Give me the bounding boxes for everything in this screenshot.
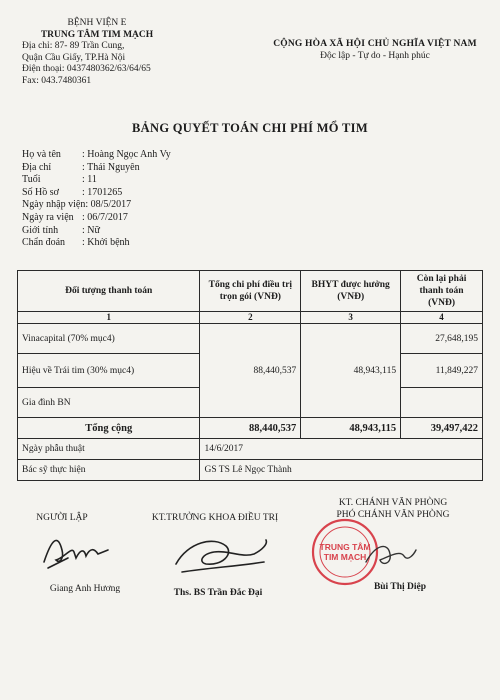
payer-cell: Hiệu về Trái tim (30% mục4) [18,354,200,388]
remaining-cell: 27,648,195 [401,324,483,354]
patient-row [22,199,171,212]
field-label: Họ và tên [22,149,61,160]
field-label: Ngày nhập viện: 08/5/2017 [22,199,132,211]
field-label: Chẩn đoán [22,237,66,249]
payer-cell: Gia đình BN [18,388,200,418]
table-header-row [18,271,483,312]
center-name: TRUNG TÂM TIM MẠCH [40,29,154,40]
total-row [18,418,483,439]
preparer-title: NGƯỜI LẬP [36,513,88,523]
patient-row [22,162,171,175]
column-number: 3 [301,312,401,324]
column-number-row [18,312,483,324]
total-label: Tổng cộng [18,418,200,439]
nation-motto: Độc lập - Tự do - Hạnh phúc [320,51,430,61]
department-head-title: KT.TRƯỞNG KHOA ĐIỀU TRỊ [151,513,279,523]
office-signature [360,534,420,574]
field-label: Địa chỉ [22,161,52,173]
surgery-date-row [18,439,483,460]
remaining-cell [401,388,483,418]
total-cost-cell: 88,440,537 [200,324,301,418]
insurance-cell: 48,943,115 [301,324,401,418]
field-value: : Nữ [82,224,100,236]
patient-row [22,149,171,162]
patient-row [22,212,171,225]
total-cost-sum: 88,440,537 [200,418,301,439]
doctor-value: GS TS Lê Ngọc Thành [200,460,483,481]
office-signer-name: Bùi Thị Diệp [373,582,427,592]
office-title-1: KT. CHÁNH VĂN PHÒNG [338,498,448,508]
header-insurance: BHYT được hưởng (VNĐ) [301,271,401,312]
payer-cell: Vinacapital (70% mục4) [18,324,200,354]
header-total-cost: Tổng chi phí điều trị trọn gói (VNĐ) [200,271,301,312]
patient-row [22,225,171,238]
seal-text-line1: TRUNG TÂM [319,542,371,552]
fax: Fax: 043.7480361 [22,75,92,86]
preparer-signature [38,528,126,572]
settlement-table [17,270,483,481]
column-number: 1 [18,312,200,324]
department-head-name: Ths. BS Trần Đắc Đại [173,588,263,598]
hospital-name: BỆNH VIỆN E [67,18,127,28]
patient-row [22,174,171,187]
field-label: Số Hồ sơ [22,186,59,198]
surgery-date-label: Ngày phẫu thuật [18,439,200,460]
insurance-sum: 48,943,115 [301,418,401,439]
header-payer: Đối tượng thanh toán [18,271,200,312]
field-value: : 11 [82,174,97,186]
address-line-1: Địa chỉ: 87- 89 Trần Cung, [22,41,125,52]
column-number: 4 [401,312,483,324]
nation-name: CỘNG HÒA XÃ HỘI CHỦ NGHĨA VIỆT NAM [273,39,477,49]
field-value: : 06/7/2017 [82,211,128,223]
field-value: : Hoàng Ngọc Anh Vy [82,149,171,160]
phone: Điện thoại: 0437480362/63/64/65 [22,64,151,75]
doctor-label: Bác sỹ thực hiện [18,460,200,481]
field-value: : Thái Nguyên [82,161,140,173]
office-title-2: PHÓ CHÁNH VĂN PHÒNG [336,510,450,520]
remaining-sum: 39,497,422 [401,418,483,439]
hospital-header [22,18,172,88]
table-row [18,324,483,354]
column-number: 2 [200,312,301,324]
patient-info [22,149,171,250]
department-head-signature [168,528,276,580]
header-remaining: Còn lại phải thanh toán (VNĐ) [401,271,483,312]
field-label: Giới tính [22,224,59,236]
national-header [270,38,480,62]
address-line-2: Quận Cầu Giấy, TP.Hà Nội [22,52,126,63]
remaining-cell: 11,849,227 [401,354,483,388]
doctor-row [18,460,483,481]
field-label: Tuổi [22,174,41,186]
seal-text-line2: TIM MẠCH [323,552,367,562]
surgery-date-value: 14/6/2017 [200,439,483,460]
document-title: BẢNG QUYẾT TOÁN CHI PHÍ MỔ TIM [132,121,368,135]
field-value: : Khởi bệnh [82,237,130,249]
preparer-name: Giang Anh Hương [49,584,121,594]
field-label: Ngày ra viện [22,211,74,223]
patient-row [22,237,171,250]
patient-row [22,187,171,200]
field-value: : 1701265 [82,186,123,198]
